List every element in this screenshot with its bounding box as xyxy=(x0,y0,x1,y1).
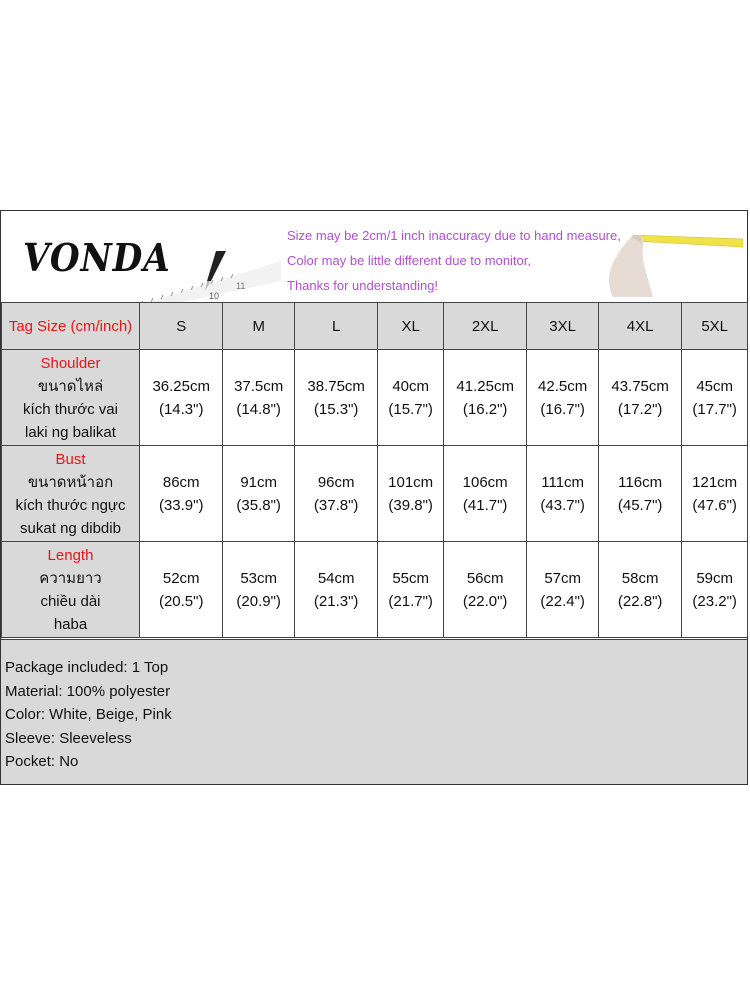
brand-logo: VONDA xyxy=(23,235,171,280)
size-5xl: 5XL xyxy=(682,303,748,350)
table-cell: 41.25cm (16.2") xyxy=(443,350,526,446)
size-m: M xyxy=(223,303,295,350)
ruler-pencil-icon xyxy=(121,251,281,302)
banner xyxy=(1,211,747,302)
table-cell: 40cm (15.7") xyxy=(378,350,444,446)
table-cell: 53cm (20.9") xyxy=(223,542,295,638)
table-cell: 96cm (37.8") xyxy=(294,446,377,542)
table-cell: 57cm (22.4") xyxy=(527,542,599,638)
shoulder-row xyxy=(2,350,748,446)
svg-text:11: 11 xyxy=(236,281,246,291)
table-cell: 55cm (21.7") xyxy=(378,542,444,638)
size-3xl: 3XL xyxy=(527,303,599,350)
size-chart xyxy=(0,210,748,785)
row-label: Shoulder ขนาดไหล่ kích thước vai laki ng balikat xyxy=(2,350,140,446)
table-cell: 43.75cm (17.2") xyxy=(598,350,681,446)
row-label: Bust ขนาดหน้าอก kích thước ngực sukat ng dibdib xyxy=(2,446,140,542)
hand-measuring-tape-icon xyxy=(593,217,743,297)
size-2xl: 2XL xyxy=(443,303,526,350)
size-l: L xyxy=(294,303,377,350)
size-table xyxy=(1,302,748,638)
size-4xl: 4XL xyxy=(598,303,681,350)
table-cell: 91cm (35.8") xyxy=(223,446,295,542)
table-cell: 121cm (47.6") xyxy=(682,446,748,542)
table-cell: 111cm (43.7") xyxy=(527,446,599,542)
table-cell: 52cm (20.5") xyxy=(140,542,223,638)
table-cell: 38.75cm (15.3") xyxy=(294,350,377,446)
note-line: Color may be little different due to monitor, xyxy=(287,253,531,268)
table-cell: 56cm (22.0") xyxy=(443,542,526,638)
note-line: Thanks for understanding! xyxy=(287,278,439,293)
size-s: S xyxy=(140,303,223,350)
table-cell: 116cm (45.7") xyxy=(598,446,681,542)
table-cell: 59cm (23.2") xyxy=(682,542,748,638)
table-cell: 36.25cm (14.3") xyxy=(140,350,223,446)
table-cell: 37.5cm (14.8") xyxy=(223,350,295,446)
disclaimer-notes xyxy=(287,223,621,298)
bust-row xyxy=(2,446,748,542)
size-xl: XL xyxy=(378,303,444,350)
size-header-row xyxy=(2,303,748,350)
table-cell: 45cm (17.7") xyxy=(682,350,748,446)
table-cell: 101cm (39.8") xyxy=(378,446,444,542)
pocket-info: Pocket: No xyxy=(5,753,79,770)
tag-size-label: Tag Size (cm/inch) xyxy=(2,303,140,350)
note-line: Size may be 2cm/1 inch inaccuracy due to hand measure, xyxy=(287,228,621,243)
table-cell: 106cm (41.7") xyxy=(443,446,526,542)
table-cell: 86cm (33.9") xyxy=(140,446,223,542)
package-info: Package included: 1 Top xyxy=(5,659,169,676)
product-details xyxy=(1,639,747,784)
svg-text:10: 10 xyxy=(209,291,220,301)
color-info: Color: White, Beige, Pink xyxy=(5,706,172,723)
sleeve-info: Sleeve: Sleeveless xyxy=(5,729,132,747)
material-info: Material: 100% polyester xyxy=(5,682,171,700)
length-row xyxy=(2,542,748,638)
table-cell: 42.5cm (16.7") xyxy=(527,350,599,446)
row-label: Length ความยาว chiều dài haba xyxy=(2,542,140,638)
table-cell: 58cm (22.8") xyxy=(598,542,681,638)
table-cell: 54cm (21.3") xyxy=(294,542,377,638)
